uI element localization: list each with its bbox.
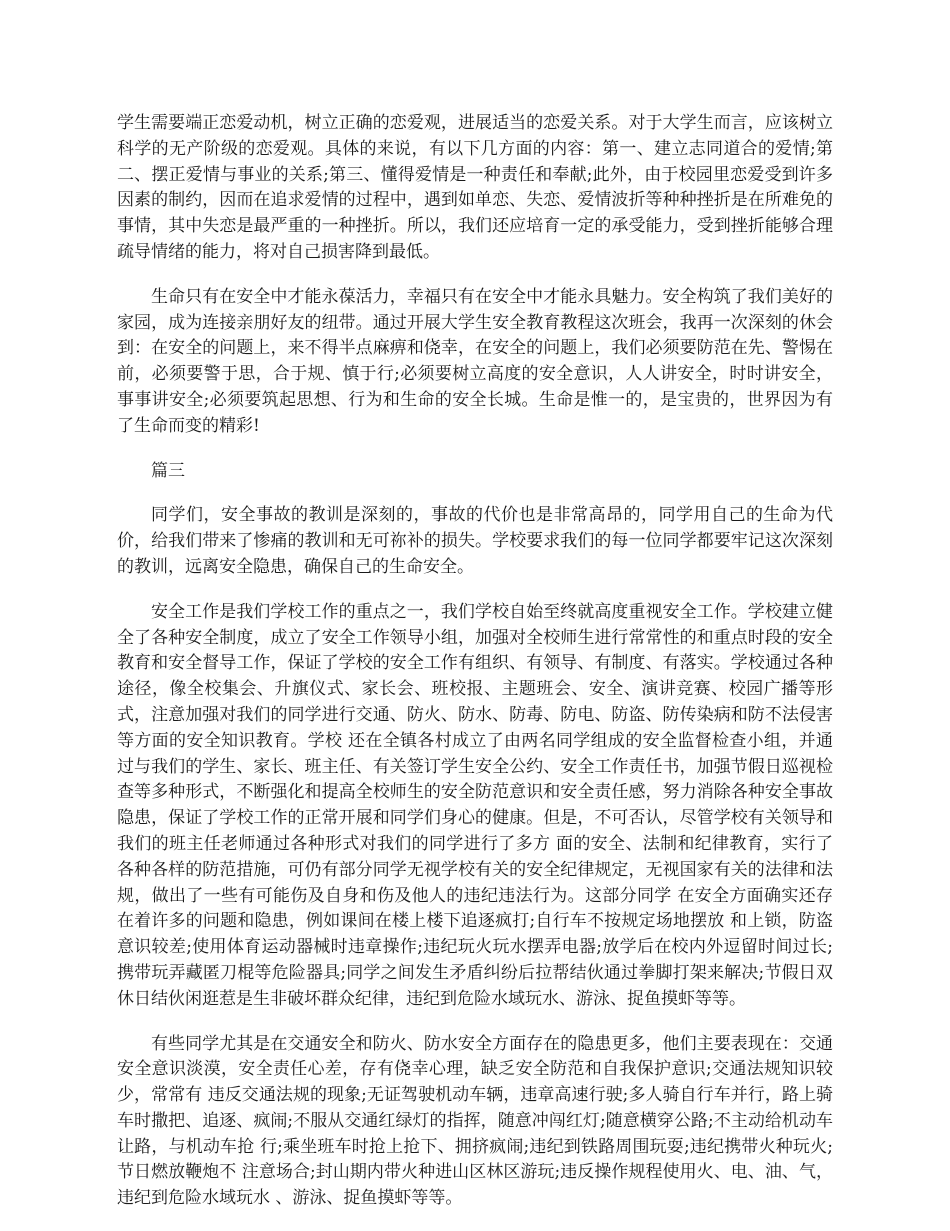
paragraph-love-attitude: 学生需要端正恋爱动机，树立正确的恋爱观，进展适当的恋爱关系。对于大学生而言，应该树立科学的无产阶级的恋爱观。具体的来说，有以下几方面的内容：第一、建立志同道合的爱情;第二、摆正爱情与事业的关系;第三、懂得爱情是一种责任和奉献;此外，由于校园里恋爱受到许多因素的制约，因而在追求爱情的过程中，遇到如单恋、失恋、爱情波折等种种挫折是在所难免的事情，其中失恋是最严重的一种挫折。所以，我们还应培育一定的承受能力，受到挫折能够合理疏导情绪的能力，将对自己损害降到最低。 xyxy=(117,113,833,262)
paragraph-traffic-fire-safety: 有些同学尤其是在交通安全和防火、防水安全方面存在的隐患更多，他们主要表现在：交通安全意识淡漠，安全责任心差，存有侥幸心理，缺乏安全防范和自我保护意识;交通法规知识较少，常常有 违反交通法规的现象;无证驾驶机动车辆，违章高速行驶;多人骑自行车并行，路上骑车时撒把、追逐、疯闹;不服从交通红绿灯的指挥，随意冲闯红灯;随意横穿公路;不主动给机动车让路，与机动车抢 行;乘坐班车时抢上抢下、拥挤疯闹;违纪到铁路周围玩耍;违纪携带火种玩火;节日燃放鞭炮不 注意场合;封山期内带火种进山区林区游玩;违反操作规程使用火、电、油、气，违纪到危险水域玩水 、游泳、捉鱼摸虾等等。 xyxy=(117,1033,833,1209)
document-body xyxy=(117,111,833,1231)
paragraph-accident-lesson: 同学们，安全事故的教训是深刻的，事故的代价也是非常高昂的，同学用自己的生命为代价，给我们带来了惨痛的教训和无可祢补的损失。学校要求我们的每一位同学都要牢记这次深刻的教训，远离安全隐患，确保自己的生命安全。 xyxy=(117,505,833,577)
paragraph-school-safety-work: 安全工作是我们学校工作的重点之一，我们学校自始至终就高度重视安全工作。学校建立健全了各种安全制度，成立了安全工作领导小组，加强对全校师生进行常常性的和重点时段的安全教育和安全督导工作，保证了学校的安全工作有组织、有领导、有制度、有落实。学校通过各种途径，像全校集会、升旗仪式、家长会、班校报、主题班会、安全、演讲竞赛、校园广播等形式，注意加强对我们的同学进行交通、防火、防水、防毒、防电、防盗、防传染病和防不法侵害等方面的安全知识教育。学校 还在全镇各村成立了由两名同学组成的安全监督检查小组，并通过与我们的学生、家长、班主任、有关签订学生安全公约、安全工作责任书，加强节假日巡视检查等多种形式，不断强化和提高全校师生的安全防范意识和安全责任感，努力消除各种安全事故隐患，保证了学校工作的正常开展和同学们身心的健康。但是，不可否认，尽管学校有关领导和我们的班主任老师通过各种形式对我们的同学进行了多方 面的安全、法制和纪律教育，实行了各种各样的防范措施，可仍有部分同学无视学校有关的安全纪律规定，无视国家有关的法律和法规，做出了一些有可能伤及自身和伤及他人的违纪违法行为。这部分同学 在安全方面确实还存在着许多的问题和隐患，例如课间在楼上楼下追逐疯打;自行车不按规定场地摆放 和上锁，防盗意识较差;使用体育运动器械时违章操作;违纪玩火玩水摆弄电器;放学后在校内外逗留时间过长;携带玩弄藏匿刀棍等危险器具;同学之间发生矛盾纠纷后拉帮结伙通过拳脚打架来解决;节假日双休日结伙闲逛惹是生非破坏群众纪律，违纪到危险水域玩水、游泳、捉鱼摸虾等等。 xyxy=(117,601,833,1009)
section-heading: 篇三 xyxy=(151,460,185,481)
paragraph-safety-life: 生命只有在安全中才能永葆活力，幸福只有在安全中才能永具魅力。安全构筑了我们美好的家园，成为连接亲朋好友的纽带。通过开展大学生安全教育教程这次班会，我再一次深刻的休会到：在安全的问题上，来不得半点麻痹和侥幸，在安全的问题上，我们必须要防范在先、警惕在前，必须要警于思，合于规、慎于行;必须要树立高度的安全意识，人人讲安全，时时讲安全，事事讲安全;必须要筑起思想、行为和生命的安全长城。生命是惟一的，是宝贵的，世界因为有了生命而变的精彩! xyxy=(117,286,833,436)
